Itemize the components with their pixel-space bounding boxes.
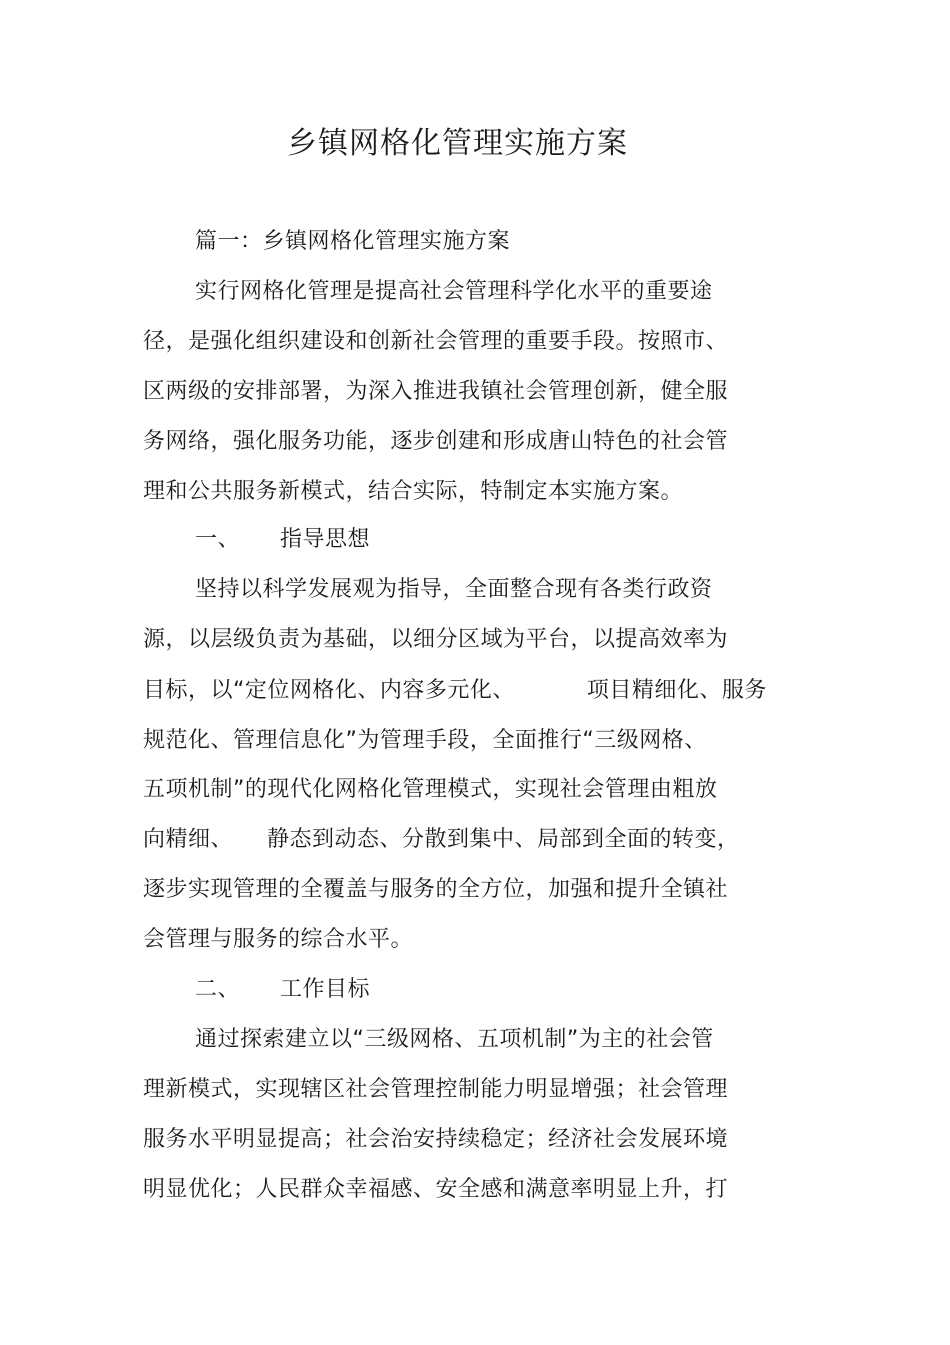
paragraph-line: 源，以层级负责为基础，以细分区域为平台，以提高效率为 (143, 627, 729, 652)
line-segment: 静态到动态、分散到集中、局部到全面的转变， (267, 827, 740, 852)
paragraph-line: 务网络，强化服务功能，逐步创建和形成唐山特色的社会管 (143, 429, 729, 454)
line-segment: 目标，以“定位网格化、内容多元化、 (143, 678, 515, 703)
section-number: 二、 (195, 977, 241, 1002)
paragraph-line: 逐步实现管理的全覆盖与服务的全方位，加强和提升全镇社 (143, 877, 729, 902)
paragraph-line: 明显优化；人民群众幸福感、安全感和满意率明显上升，打 (143, 1177, 729, 1202)
paragraph-line: 区两级的安排部署，为深入推进我镇社会管理创新，健全服 (143, 379, 729, 404)
paragraph-line: 五项机制”的现代化网格化管理模式，实现社会管理由粗放 (143, 777, 718, 802)
paragraph-line: 实行网格化管理是提高社会管理科学化水平的重要途 (195, 279, 713, 304)
section-heading (195, 524, 370, 556)
paragraph-line: 理和公共服务新模式，结合实际，特制定本实施方案。 (143, 479, 684, 504)
paragraph-line: 规范化、管理信息化”为管理手段，全面推行“三级网格、 (143, 728, 707, 753)
chapter-heading: 篇一：乡镇网格化管理实施方案 (195, 229, 511, 254)
paragraph-line: 服务水平明显提高；社会治安持续稳定；经济社会发展环境 (143, 1127, 729, 1152)
paragraph-line (143, 675, 767, 707)
paragraph-line: 会管理与服务的综合水平。 (143, 927, 414, 952)
document-title: 乡镇网格化管理实施方案 (287, 126, 628, 161)
line-segment: 项目精细化、服务 (586, 678, 767, 703)
paragraph-line (143, 824, 740, 856)
paragraph-line: 通过探索建立以“三级网格、五项机制”为主的社会管 (195, 1027, 714, 1052)
section-title: 工作目标 (280, 977, 371, 1002)
section-title: 指导思想 (280, 527, 371, 552)
section-heading (195, 974, 370, 1006)
paragraph-line: 理新模式，实现辖区社会管理控制能力明显增强；社会管理 (143, 1077, 729, 1102)
paragraph-line: 径，是强化组织建设和创新社会管理的重要手段。按照市、 (143, 329, 729, 354)
line-segment: 向精细、 (143, 827, 234, 852)
section-number: 一、 (195, 527, 241, 552)
paragraph-line: 坚持以科学发展观为指导，全面整合现有各类行政资 (195, 577, 713, 602)
